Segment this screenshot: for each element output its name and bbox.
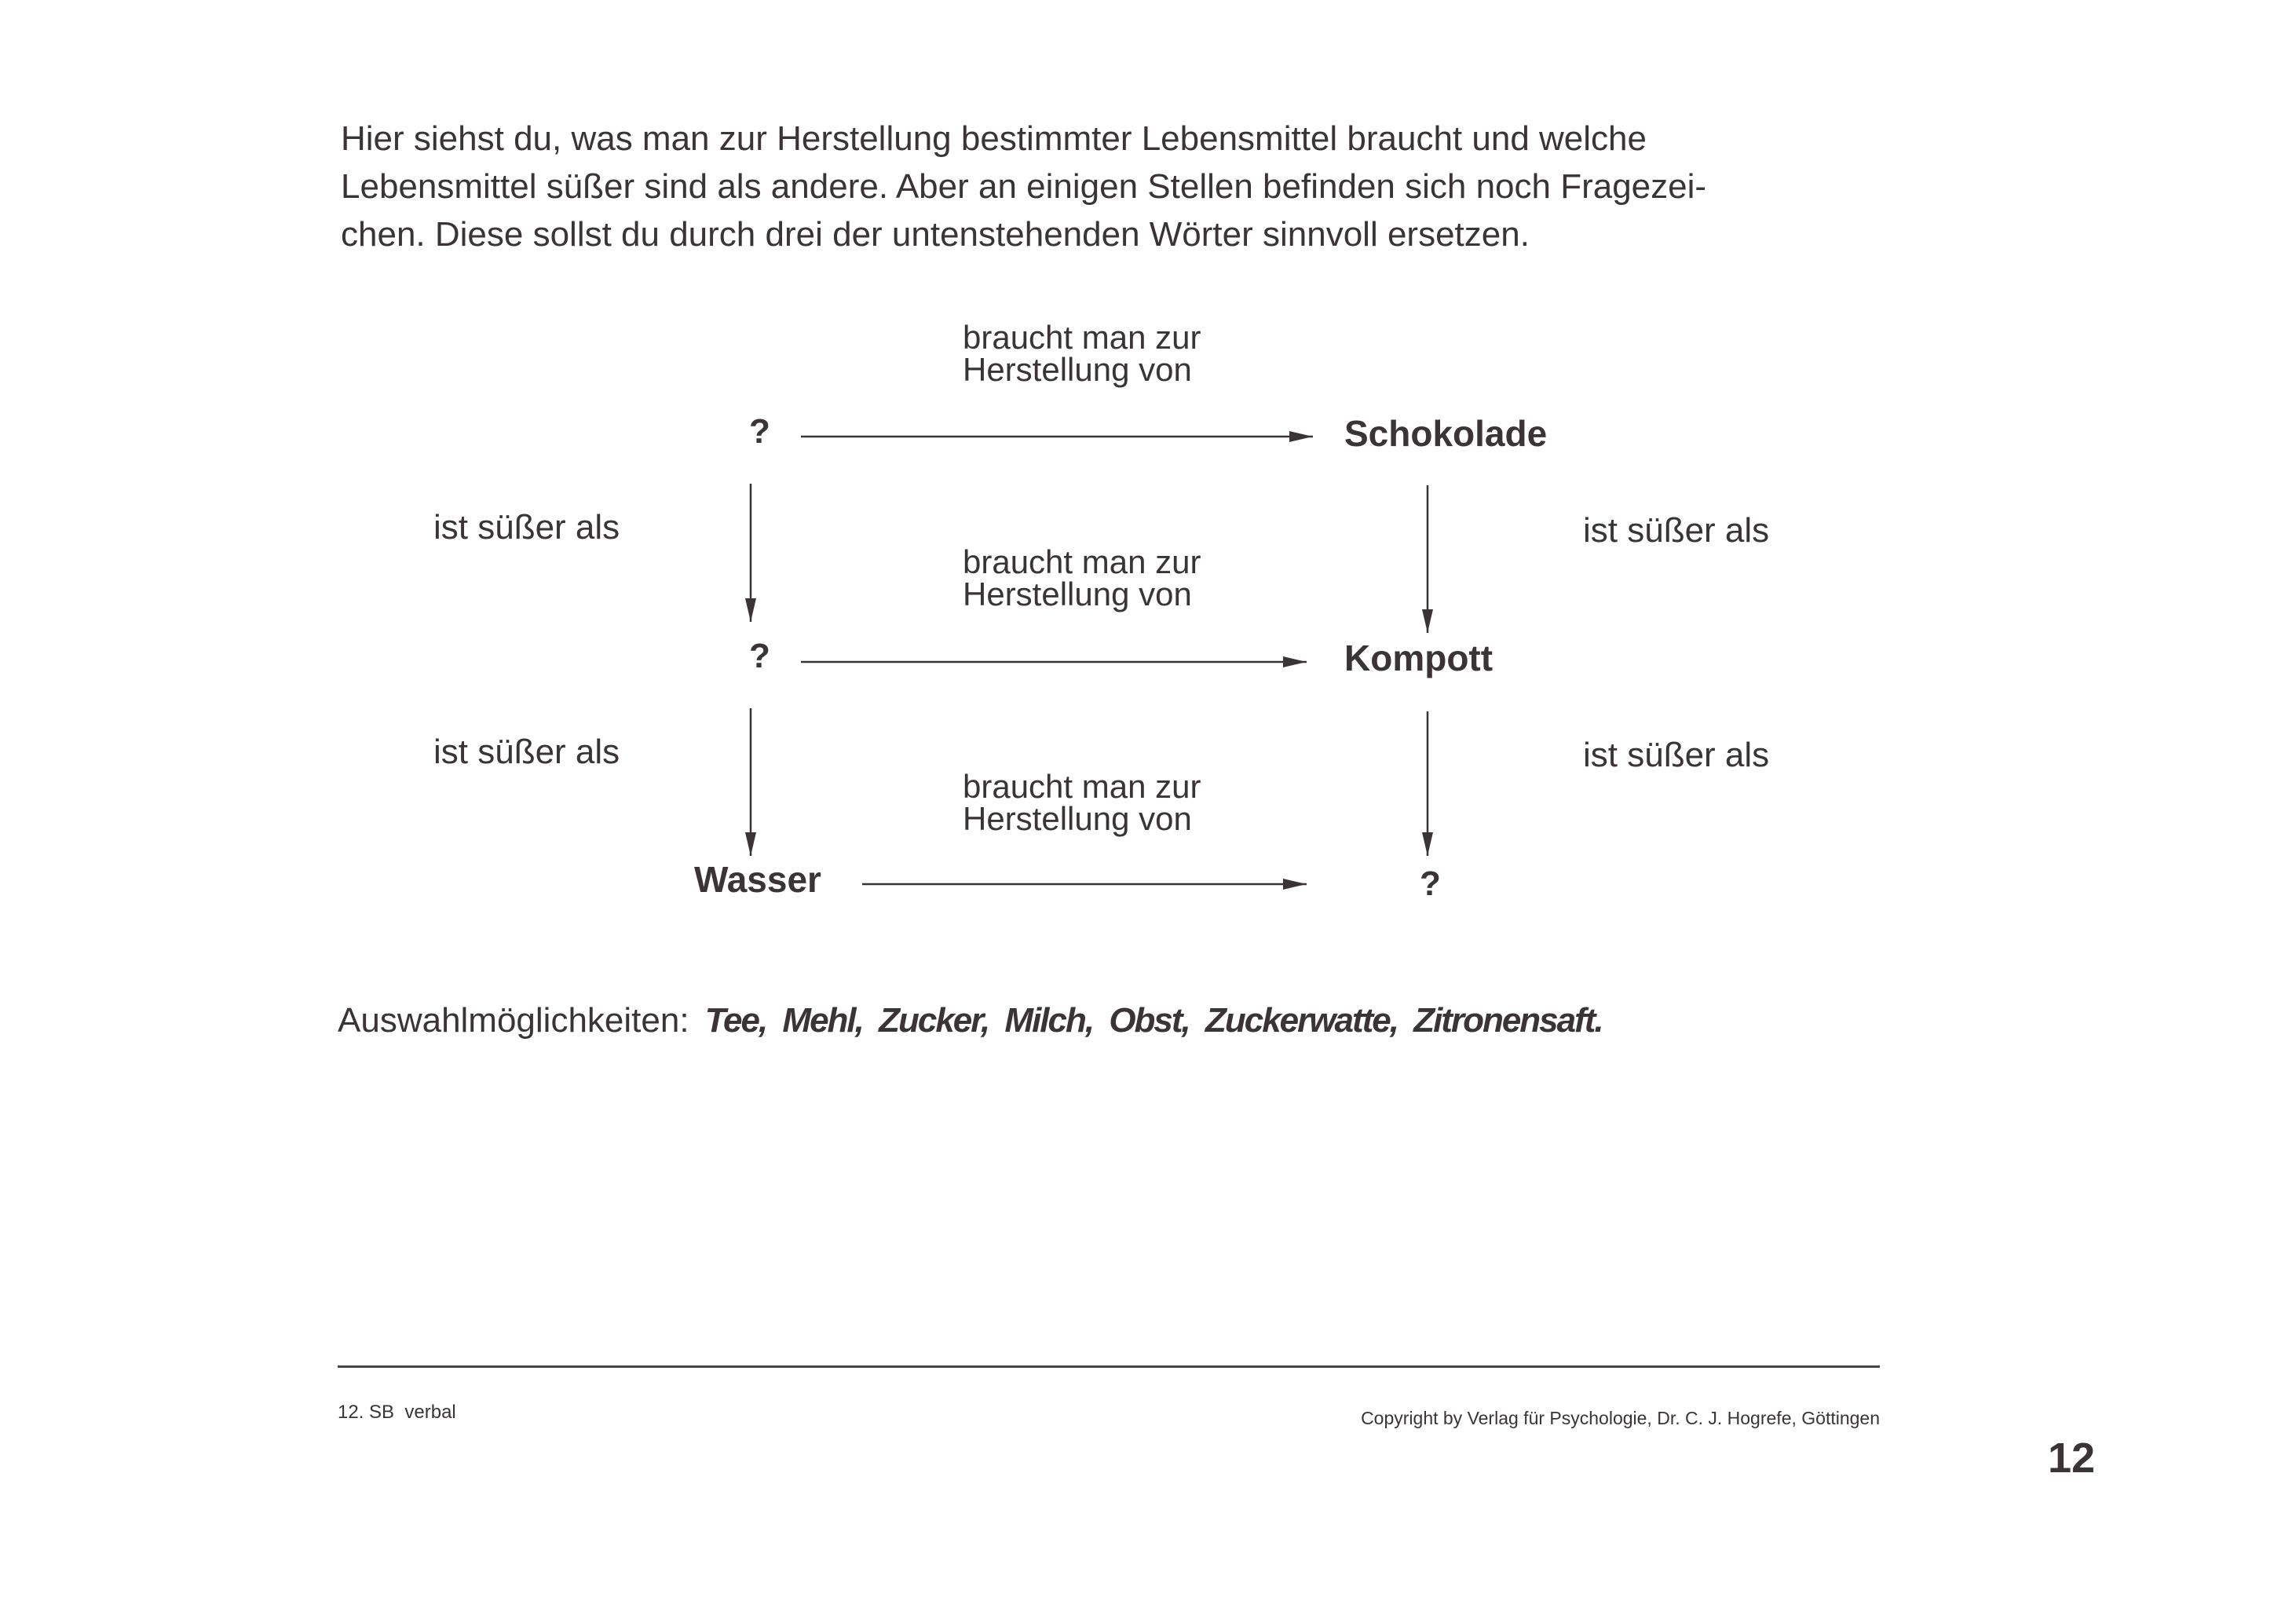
answer-choices (338, 1001, 1603, 1040)
choices-label: Auswahlmöglichkeiten: (338, 1001, 689, 1040)
sweeter-label-left-1: ist süßer als (433, 508, 620, 546)
row3-left-node: Wasser (694, 859, 821, 900)
relation-label: braucht man zur (963, 319, 1201, 356)
row1-left-node: ? (749, 412, 770, 451)
relation-label: Herstellung von (963, 351, 1192, 388)
sweeter-label-right-2: ist süßer als (1583, 736, 1770, 774)
relation-label: Herstellung von (963, 576, 1192, 612)
footer-test-id: 12. SB verbal (338, 1402, 456, 1423)
footer-copyright: Copyright by Verlag für Psychologie, Dr. C. J. Hogrefe, Göttingen (1361, 1408, 1880, 1428)
relation-label: braucht man zur (963, 543, 1201, 580)
sweeter-label-left-2: ist süßer als (433, 733, 620, 771)
footer-divider (338, 1365, 1880, 1368)
row1-right-node: Schokolade (1344, 413, 1548, 454)
choices-options: Tee, Mehl, Zucker, Milch, Obst, Zuckerwatte, Zitronensaft. (704, 1001, 1603, 1040)
sweeter-label-right-1: ist süßer als (1583, 511, 1770, 550)
row3-right-node: ? (1420, 865, 1441, 903)
instructions-line: Lebensmittel süßer sind als andere. Aber an einigen Stellen befinden sich noch Fragezei- (341, 167, 1707, 206)
relation-label: braucht man zur (963, 768, 1201, 805)
page-number: 12 (2048, 1435, 2096, 1482)
row2-right-node: Kompott (1344, 638, 1493, 678)
row2-left-node: ? (749, 637, 770, 675)
relation-label: Herstellung von (963, 800, 1192, 837)
instructions-line: chen. Diese sollst du durch drei der untenstehenden Wörter sinnvoll ersetzen. (341, 215, 1530, 254)
instructions-line: Hier siehst du, was man zur Herstellung bestimmter Lebensmittel braucht und welche (341, 119, 1647, 158)
